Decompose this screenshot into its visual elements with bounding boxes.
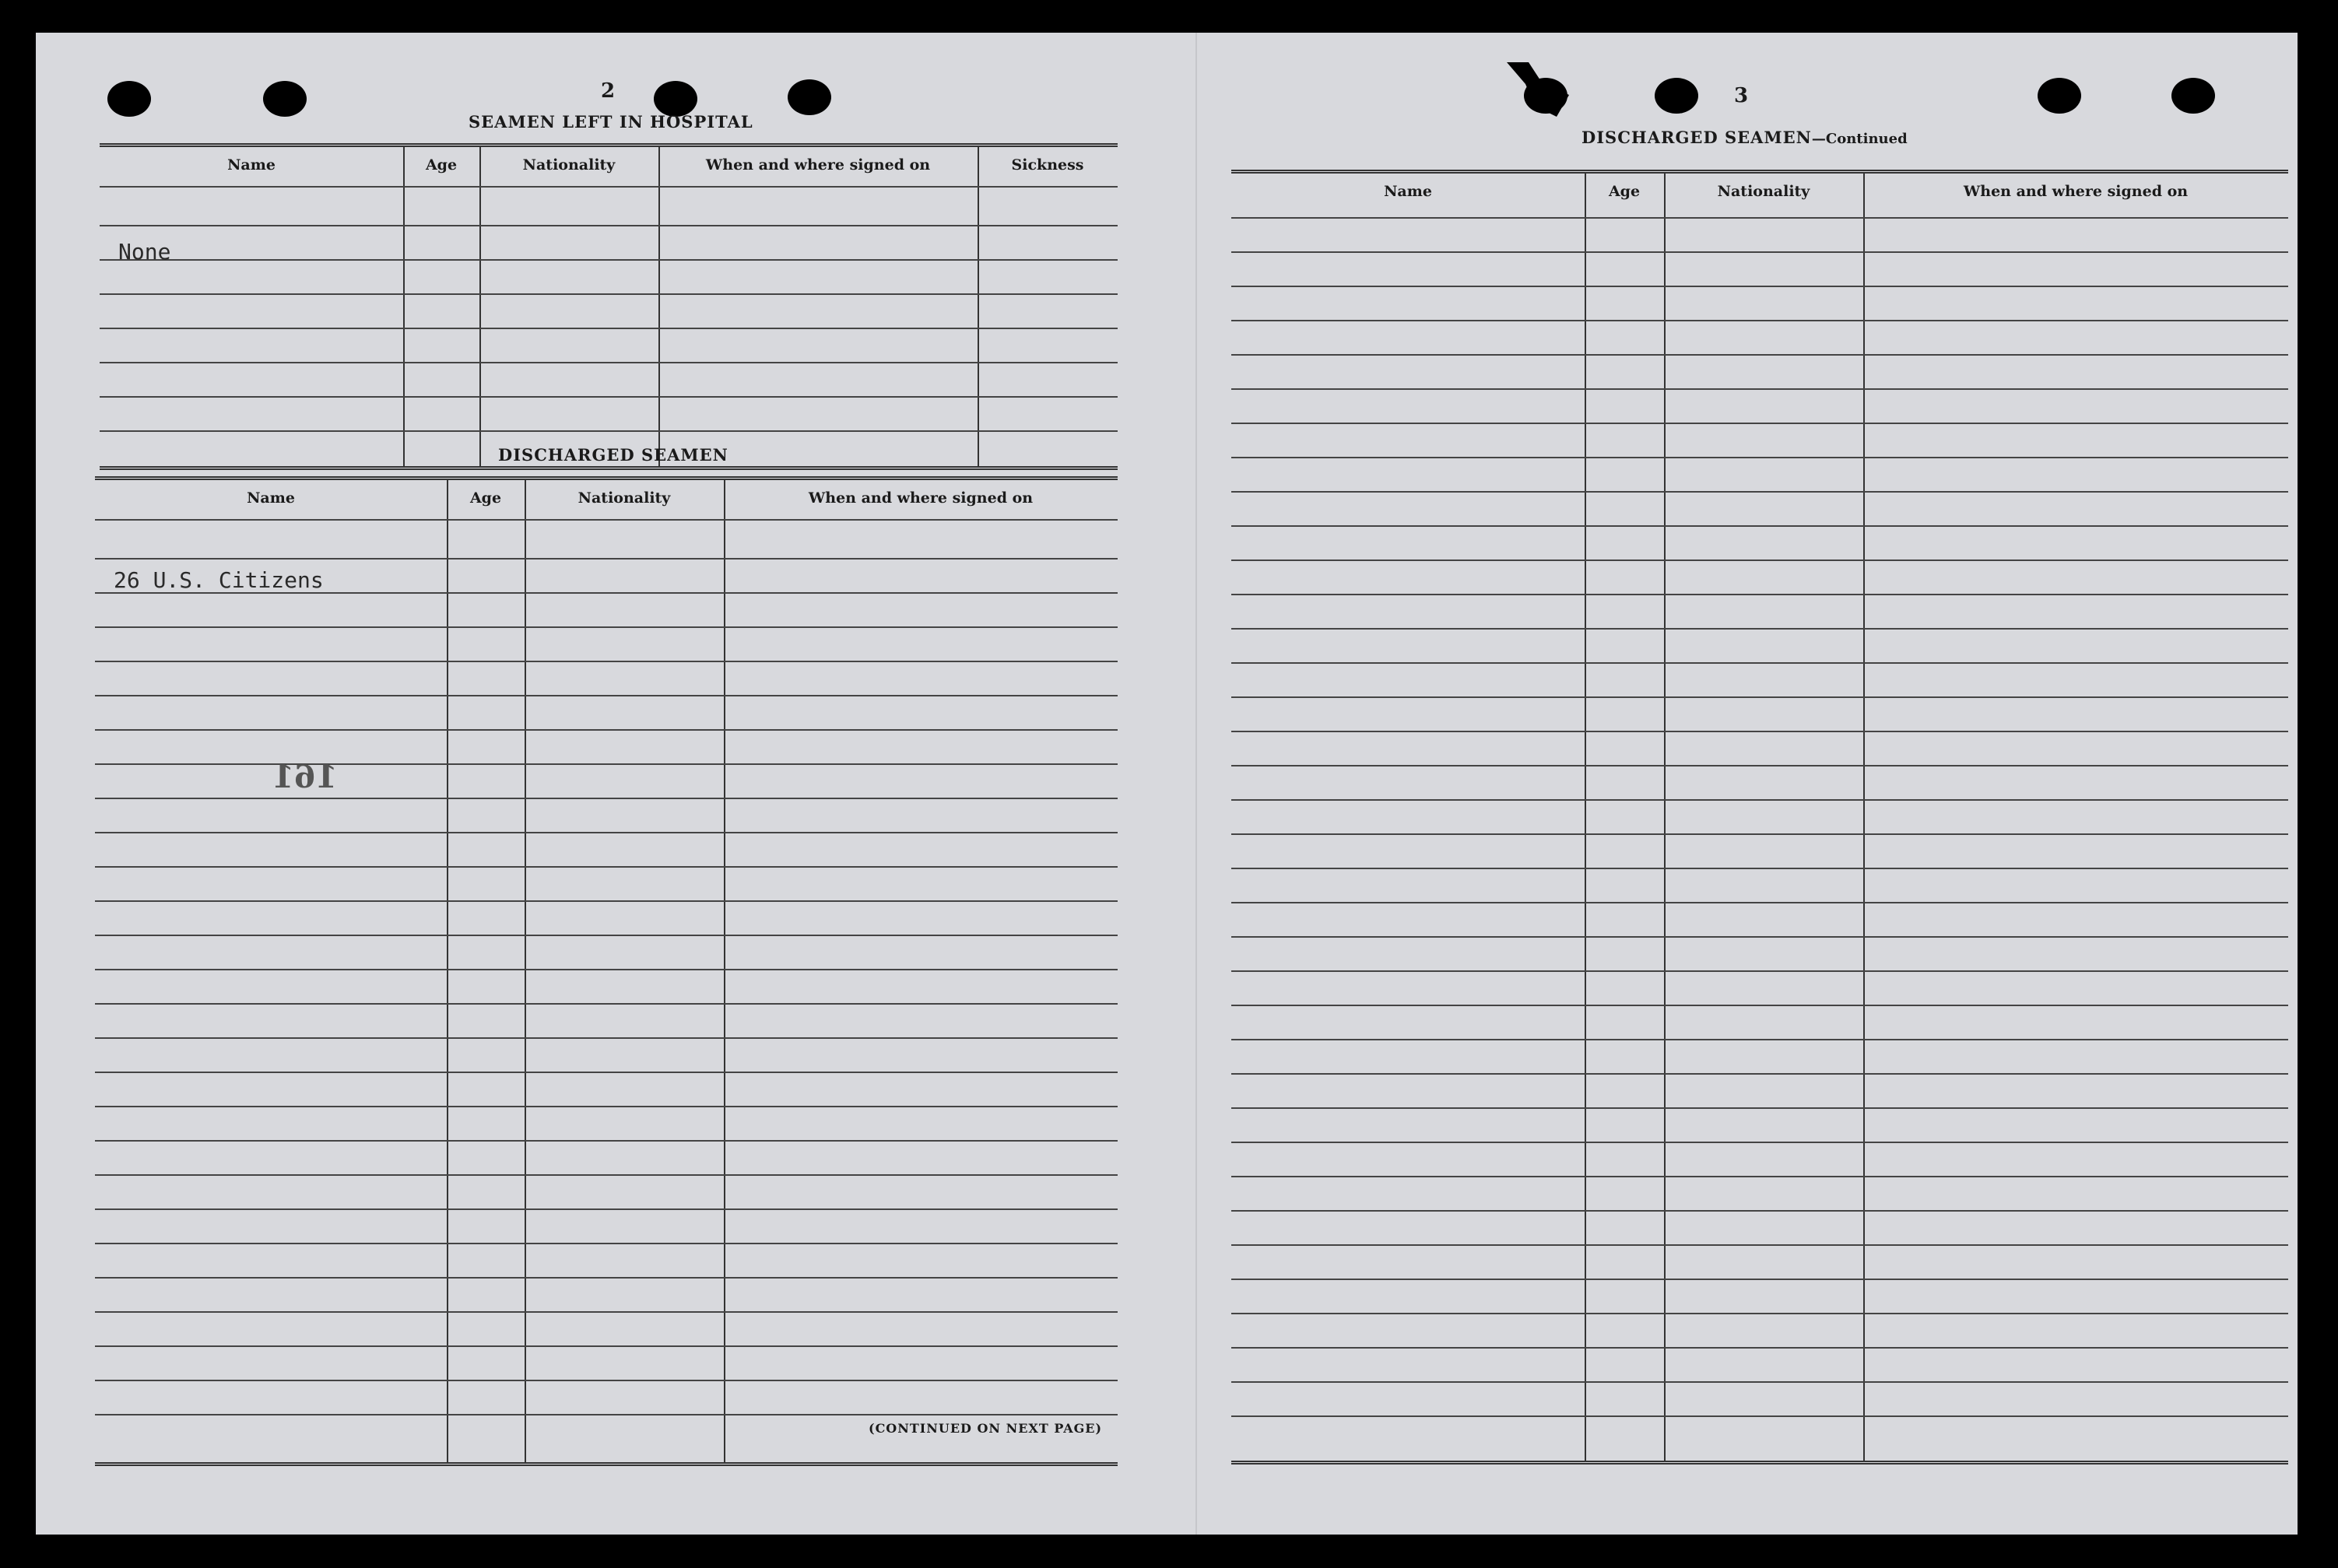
document-sheet bbox=[36, 33, 2298, 1535]
punch-hole bbox=[107, 81, 151, 117]
discharged-entry: 26 U.S. Citizens bbox=[114, 567, 324, 593]
column-header-sickness: Sickness bbox=[1011, 156, 1084, 174]
title-main: DISCHARGED SEAMEN bbox=[1581, 128, 1812, 147]
discharged-continued-title bbox=[1581, 128, 1908, 147]
column-header-age: Age bbox=[469, 489, 502, 507]
column-header-nationality: Nationality bbox=[1717, 183, 1810, 200]
punch-hole bbox=[263, 81, 307, 117]
punch-hole bbox=[2038, 78, 2081, 114]
column-header-when-where: When and where signed on bbox=[1963, 183, 2189, 200]
stamp-mark: 161 bbox=[272, 759, 338, 795]
discharged-continued-table bbox=[1231, 170, 2288, 1465]
discharged-section-title: DISCHARGED SEAMEN bbox=[498, 445, 728, 465]
hospital-section-title: SEAMEN LEFT IN HOSPITAL bbox=[469, 112, 753, 132]
column-header-nationality: Nationality bbox=[522, 156, 616, 174]
page-number: 2 bbox=[601, 79, 616, 103]
punch-hole bbox=[2171, 78, 2215, 114]
punch-hole bbox=[788, 79, 831, 115]
column-header-when-where: When and where signed on bbox=[705, 156, 931, 174]
column-header-name: Name bbox=[247, 489, 295, 507]
column-header-nationality: Nationality bbox=[577, 489, 671, 507]
column-header-when-where: When and where signed on bbox=[808, 489, 1034, 507]
column-header-age: Age bbox=[1608, 183, 1641, 200]
punch-hole bbox=[1655, 78, 1698, 114]
discharged-table bbox=[95, 476, 1118, 1466]
page-number: 3 bbox=[1734, 84, 1749, 107]
title-suffix: —Continued bbox=[1811, 131, 1908, 147]
continued-footer: (CONTINUED ON NEXT PAGE) bbox=[869, 1421, 1103, 1436]
column-header-age: Age bbox=[425, 156, 458, 174]
column-header-name: Name bbox=[227, 156, 276, 174]
hospital-entry: None bbox=[118, 239, 171, 265]
center-fold bbox=[1195, 33, 1197, 1535]
column-header-name: Name bbox=[1384, 183, 1432, 200]
hospital-table bbox=[100, 143, 1118, 470]
